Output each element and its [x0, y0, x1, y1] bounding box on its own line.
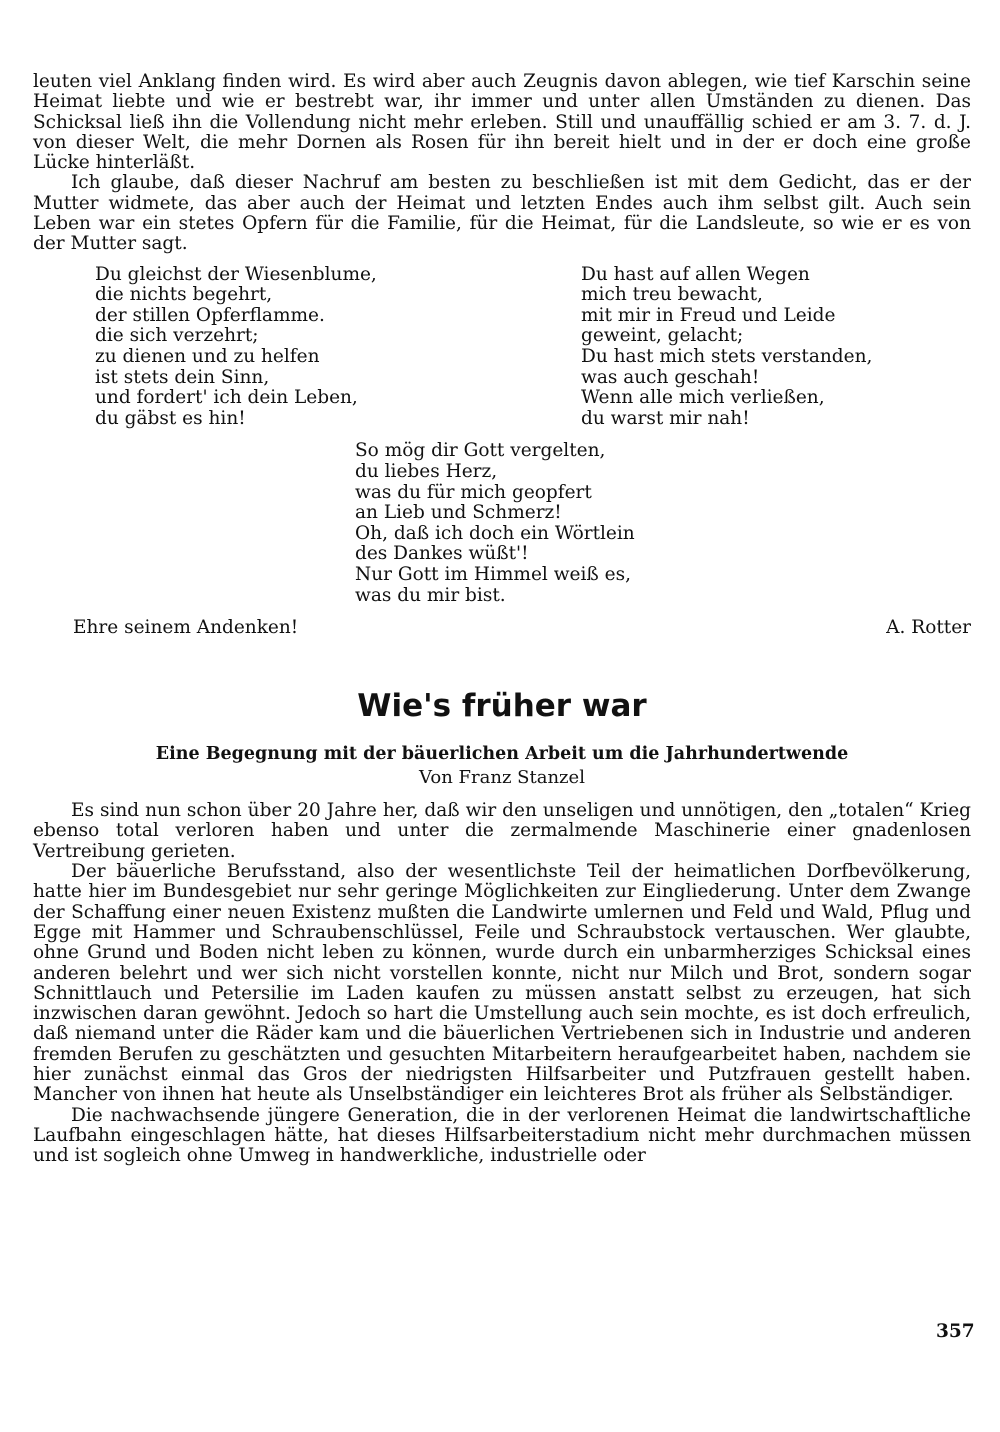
signature: A. Rotter: [886, 617, 971, 639]
article-subtitle: Eine Begegnung mit der bäuerlichen Arbeit um die Jahrhundertwende: [155, 744, 849, 765]
poem-line: was du für mich geopfert: [355, 481, 592, 503]
article-paragraph: Es sind nun schon über 20 Jahre her, daß wir den unseligen und unnötigen, den „totalen“ Krieg ebenso total verloren haben und unter die zermalmende Maschinerie einer gnadenlosen Vertreibung gerieten.: [33, 800, 971, 862]
poem-stanza-row: [33, 265, 971, 430]
poem-line: der stillen Opferflamme.: [95, 304, 325, 326]
poem-line: du liebes Herz,: [355, 461, 498, 483]
intro-paragraph: leuten viel Anklang finden wird. Es wird aber auch Zeugnis davon ablegen, wie tief Karschin seine Heimat liebte und wie er bestrebt war, ihr immer und unter allen Umständen zu dienen. Das Schicksal ließ ihn die Vollendung nicht mehr erleben. Still und unauffällig schied er am 3. 7. d. J. von dieser Welt, die mehr Dornen als Rosen für ihn bereit hielt und in der er doch eine große Lücke hinterläßt.: [33, 71, 971, 174]
page-number: 357: [936, 1321, 975, 1342]
poem-line: des Dankes wüßt'!: [355, 543, 529, 565]
poem-line: du warst mir nah!: [581, 407, 750, 429]
poem-line: und fordert' ich dein Leben,: [95, 387, 358, 409]
poem-line: So mög dir Gott vergelten,: [355, 440, 606, 462]
poem-stanza-right: [581, 265, 911, 430]
article-author: Von Franz Stanzel: [419, 767, 585, 789]
poem-stanza-left: [95, 265, 377, 430]
poem-line: Du gleichst der Wiesenblume,: [95, 263, 377, 285]
poem-stanza-center: [355, 441, 971, 606]
poem-line: Oh, daß ich doch ein Wörtlein: [355, 522, 635, 544]
poem-line: an Lieb und Schmerz!: [355, 502, 562, 524]
poem-line: die nichts begehrt,: [95, 284, 273, 306]
poem-line: mit mir in Freud und Leide: [581, 304, 836, 326]
article-body: [33, 801, 971, 1166]
article-paragraph: Der bäuerliche Berufsstand, also der wesentlichste Teil der heimatlichen Dorfbevölkerung, hatte hier im Bundesgebiet nur sehr geringe Möglichkeiten zur Eingliederung. Unter dem Zwange der Schaffung einer neuen Existenz mußten die Landwirte umlernen und Feld und Wald, Pflug und Egge mit Hammer und Schraubenschlüssel, Feile und Schraubstock vertauschen. Wer glaubte, ohne Grund und Boden nicht leben zu können, wurde durch ein unbarmherziges Schicksal eines anderen belehrt und wer sich nicht vorstellen konnte, nicht nur Milch und Brot, sondern sogar Schnittlauch und Petersilie im Laden kaufen zu müssen anstatt selbst zu erzeugen, hat sich inzwischen daran gewöhnt. Jedoch so hart die Umstellung auch sein mochte, es ist doch erfreulich, daß niemand unter die Räder kam und die bäuerlichen Vertriebenen sich in Industrie und anderen fremden Berufen zu geschätzten und gesuchten Mitarbeitern heraufgearbeitet haben, nachdem sie hier zunächst einmal das Gros der niedrigsten Hilfsarbeiter und Putzfrauen gestellt haben. Mancher von ihnen hat heute als Unselbständiger ein leichteres Brot als früher als Selbständiger.: [33, 861, 971, 1106]
page-content: [33, 72, 971, 1167]
poem-line: Du hast auf allen Wegen: [581, 263, 810, 285]
poem-line: du gäbst es hin!: [95, 407, 246, 429]
article-paragraph: Die nachwachsende jüngere Generation, die in der verlorenen Heimat die landwirtschaftliche Laufbahn eingeschlagen hätte, hat dieses Hilfsarbeiterstadium nicht mehr durchmachen müssen und ist sogleich ohne Umweg in handwerkliche, industrielle oder: [33, 1104, 971, 1167]
closing-row: [33, 617, 971, 639]
poem-line: mich treu bewacht,: [581, 284, 763, 306]
poem-line: zu dienen und zu helfen: [95, 346, 320, 368]
poem-line: geweint, gelacht;: [581, 325, 744, 347]
article-title: Wie's früher war: [357, 688, 647, 725]
tribute-text: Ehre seinem Andenken!: [73, 617, 299, 639]
poem-line: Wenn alle mich verließen,: [581, 387, 825, 409]
poem-line: was du mir bist.: [355, 584, 506, 606]
poem-line: Du hast mich stets verstanden,: [581, 346, 873, 368]
poem-line: ist stets dein Sinn,: [95, 366, 270, 388]
poem-line: was auch geschah!: [581, 366, 760, 388]
poem-line: die sich verzehrt;: [95, 325, 259, 347]
intro-paragraph: Ich glaube, daß dieser Nachruf am besten zu beschließen ist mit dem Gedicht, das er der Mutter widmete, das aber auch der Heimat und letzten Endes auch ihm selbst gilt. Auch sein Leben war ein stetes Opfern für die Familie, für die Heimat, für die Landsleute, so wie er es von der Mutter sagt.: [33, 172, 971, 255]
poem-line: Nur Gott im Himmel weiß es,: [355, 563, 631, 585]
